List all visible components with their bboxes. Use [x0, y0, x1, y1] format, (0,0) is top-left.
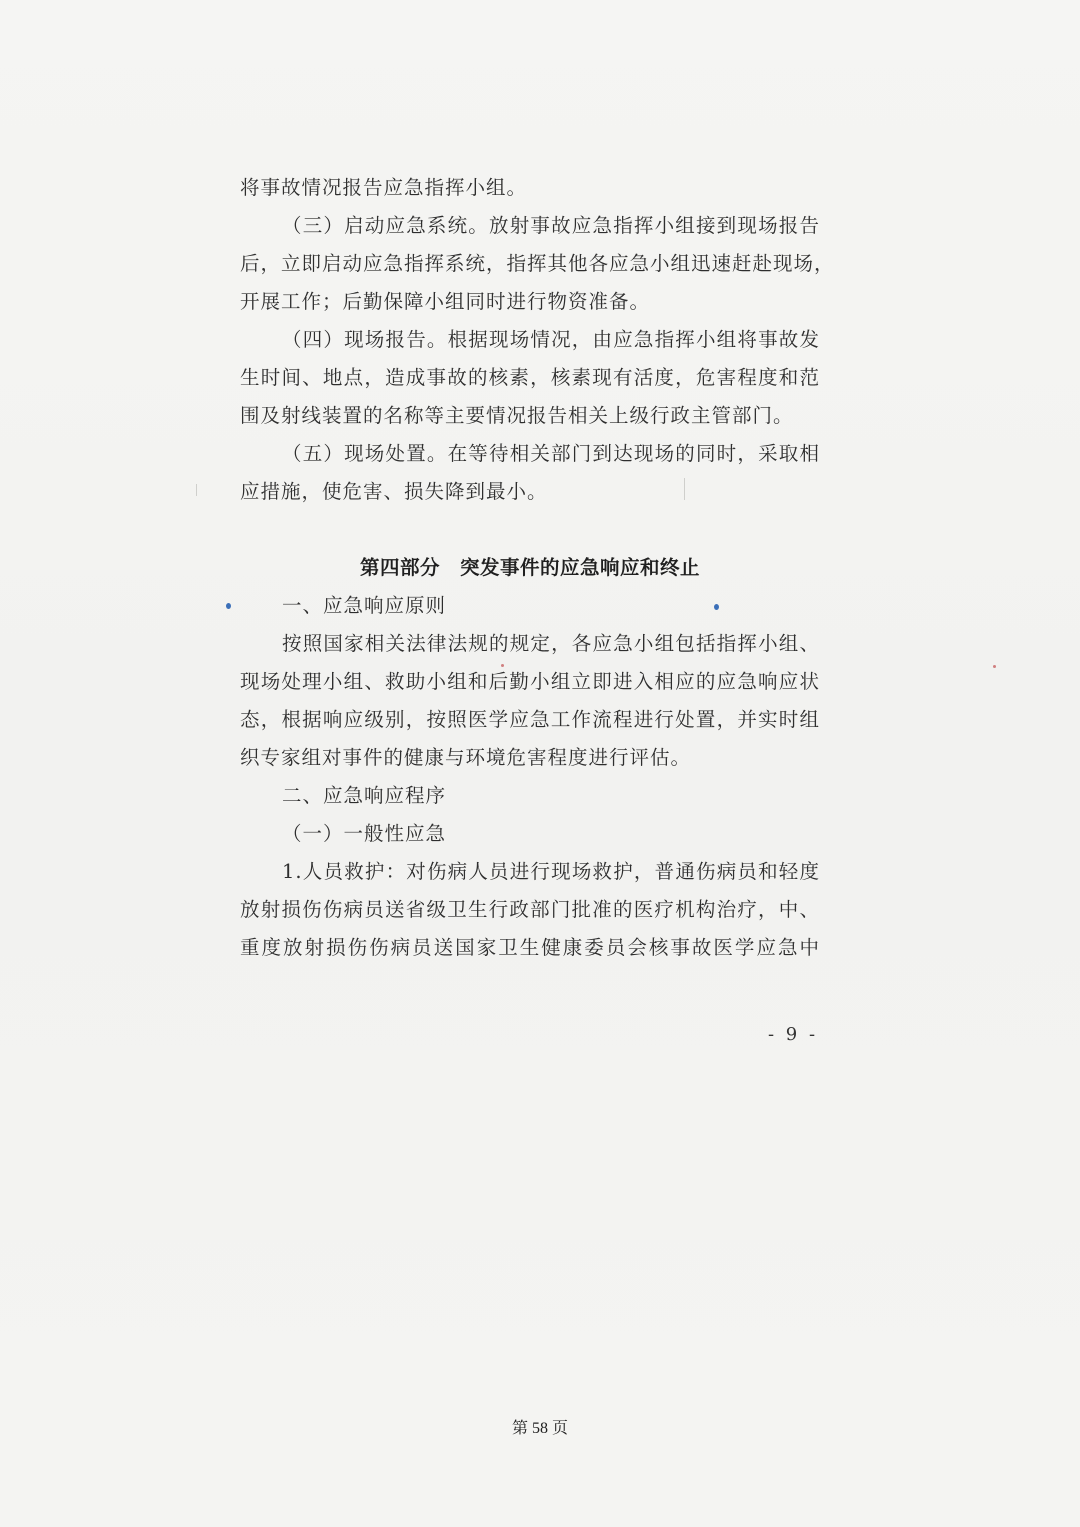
- scan-speck: [714, 604, 719, 610]
- paragraph-line: （三）启动应急系统。放射事故应急指挥小组接到现场报告: [282, 214, 820, 237]
- paragraph-line: 应措施，使危害、损失降到最小。: [240, 480, 548, 503]
- subheading-line: 一、应急响应原则: [282, 594, 447, 617]
- subheading-line: 二、应急响应程序: [282, 784, 447, 807]
- paragraph-line: 按照国家相关法律法规的规定，各应急小组包括指挥小组、: [282, 632, 820, 655]
- paragraph-line: 后，立即启动应急指挥系统，指挥其他各应急小组迅速赶赴现场，: [240, 252, 835, 275]
- footer-page-label: 第 58 页: [511, 1420, 568, 1437]
- paragraph-line: 现场处理小组、救助小组和后勤小组立即进入相应的应急响应状: [240, 670, 820, 693]
- scan-speck: [501, 664, 504, 667]
- scan-speck: [993, 665, 996, 668]
- paragraph-line: 围及射线装置的名称等主要情况报告相关上级行政主管部门。: [240, 404, 794, 427]
- paragraph-line: （五）现场处置。在等待相关部门到达现场的同时，采取相: [282, 442, 820, 465]
- paragraph-line: 生时间、地点，造成事故的核素，核素现有活度，危害程度和范: [240, 366, 820, 389]
- paragraph-line: 开展工作；后勤保障小组同时进行物资准备。: [240, 290, 651, 313]
- paragraph-line: 1.人员救护：对伤病人员进行现场救护，普通伤病员和轻度: [282, 860, 820, 883]
- subheading-line: （一）一般性应急: [282, 822, 447, 845]
- paragraph-line: 态，根据响应级别，按照医学应急工作流程进行处置，并实时组: [240, 708, 820, 731]
- paragraph-line: 放射损伤伤病员送省级卫生行政部门批准的医疗机构治疗，中、: [240, 898, 820, 921]
- section-heading: 第四部分 突发事件的应急响应和终止: [359, 556, 700, 579]
- paragraph-line: （四）现场报告。根据现场情况，由应急指挥小组将事故发: [282, 328, 820, 351]
- paragraph-line: 重度放射损伤伤病员送国家卫生健康委员会核事故医学应急中: [240, 936, 820, 959]
- scan-mark: [196, 484, 197, 496]
- paragraph-line: 将事故情况报告应急指挥小组。: [240, 176, 528, 199]
- paragraph-line: 织专家组对事件的健康与环境危害程度进行评估。: [240, 746, 692, 769]
- scan-speck: [226, 603, 231, 609]
- original-page-number: - 9 -: [768, 1024, 819, 1045]
- scan-mark: [684, 478, 685, 500]
